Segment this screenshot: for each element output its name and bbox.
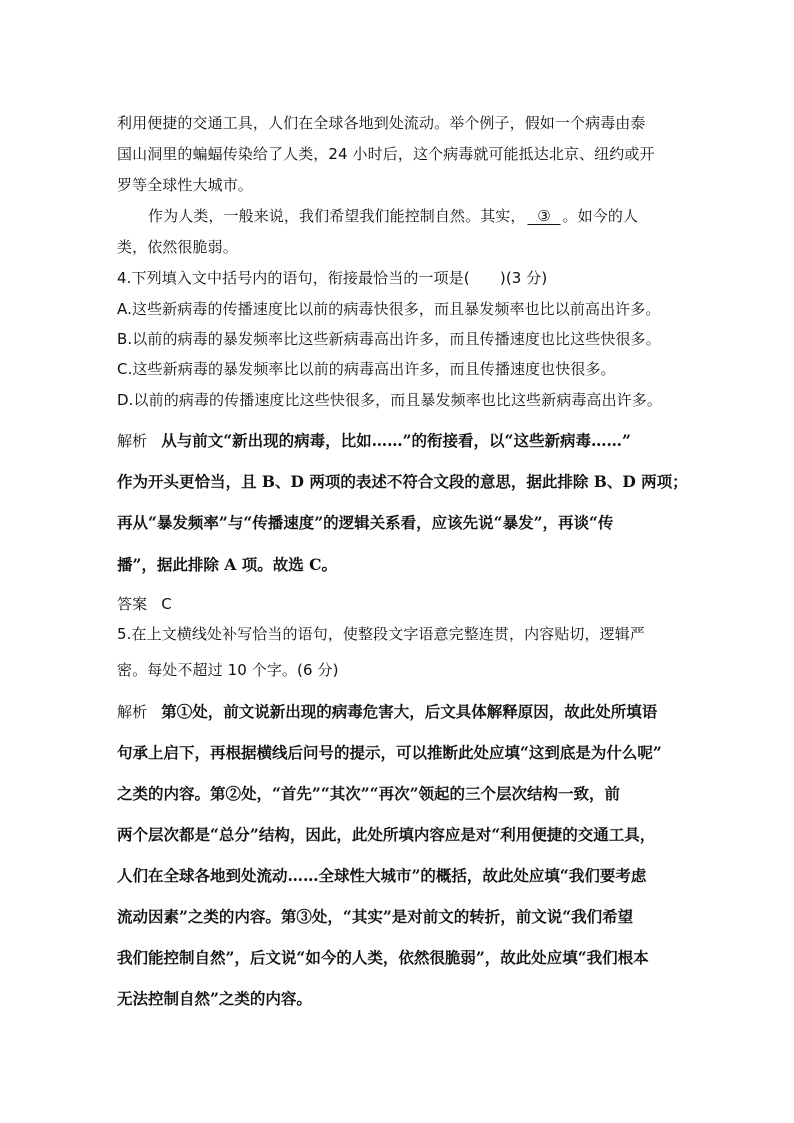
passage-line: 国山洞里的蝙蝠传染给了人类，24 小时后，这个病毒就可能抵达北京、纽约或开 (117, 145, 655, 163)
option-c: C.这些新病毒的暴发频率比以前的病毒高出许多，而且传播速度也快很多。 (117, 360, 616, 378)
analysis-line: 无法控制自然”之类的内容。 (117, 989, 312, 1008)
analysis-line: 两个层次都是“总分”结构，因此，此处所填内容应是对“利用便捷的交通工具， (117, 825, 656, 844)
analysis-label: 解析 (117, 432, 148, 450)
analysis-line: 之类的内容。第②处，“首先”“其次”“再次”领起的三个层次结构一致，前 (117, 784, 620, 803)
passage-text: 作为人类，一般来说，我们希望我们能控制自然。其实， (148, 207, 526, 225)
analysis-text: 从与前文“新出现的病毒，比如……”的衔接看，以“这些新病毒……” (161, 431, 631, 450)
analysis-line: 我们能控制自然”，后文说“如今的人类，依然很脆弱”，故此处应填“我们根本 (117, 948, 649, 967)
passage-text: 。如今的人 (562, 207, 639, 225)
passage-line: 罗等全球性大城市。 (117, 176, 253, 194)
analysis-line: 人们在全球各地到处流动……全球性大城市”的概括，故此处应填“我们要考虑 (117, 866, 647, 885)
passage-paragraph-2-line-1 (148, 206, 638, 226)
analysis-line: 流动因素”之类的内容。第③处，“其实”是对前文的转折，前文说“我们希望 (117, 907, 634, 926)
question-5-stem-line: 密。每处不超过 10 个字。(6 分) (117, 661, 339, 679)
question-5-analysis-line-1 (117, 702, 657, 722)
analysis-text: 第①处，前文说新出现的病毒危害大，后文具体解释原因，故此处所填语 (161, 702, 658, 721)
passage-line: 利用便捷的交通工具，人们在全球各地到处流动。举个例子，假如一个病毒由泰 (117, 114, 646, 132)
answer-label: 答案 (117, 595, 148, 613)
analysis-line: 作为开头更恰当，且 B、D 两项的表述不符合文段的意思，据此排除 B、D 两项； (117, 472, 688, 491)
analysis-label: 解析 (117, 703, 148, 721)
analysis-line: 播”，据此排除 A 项。故选 C。 (117, 555, 337, 574)
analysis-line: 句承上启下，再根据横线后问号的提示，可以推断此处应填“这到底是为什么呢” (117, 743, 662, 762)
question-4-answer (117, 594, 172, 614)
option-d: D.以前的病毒的传播速度比这些快很多，而且暴发频率也比这些新病毒高出许多。 (117, 391, 663, 409)
answer-value: C (161, 595, 172, 613)
question-5-stem-line: 5.在上文横线处补写恰当的语句，使整段文字语意完整连贯，内容贴切，逻辑严 (117, 625, 645, 643)
question-4-analysis-line-1 (117, 431, 631, 451)
passage-line: 类，依然很脆弱。 (117, 238, 238, 256)
fill-blank-3: ③ (527, 207, 561, 225)
analysis-line: 再从“暴发频率”与“传播速度”的逻辑关系看，应该先说“暴发”，再谈“传 (117, 513, 614, 532)
option-b: B.以前的病毒的暴发频率比这些新病毒高出许多，而且传播速度也比这些快很多。 (117, 330, 661, 348)
question-4-stem: 4.下列填入文中括号内的语句，衔接最恰当的一项是( )(3 分) (117, 269, 548, 287)
option-a: A.这些新病毒的传播速度比以前的病毒快很多，而且暴发频率也比以前高出许多。 (117, 300, 661, 318)
